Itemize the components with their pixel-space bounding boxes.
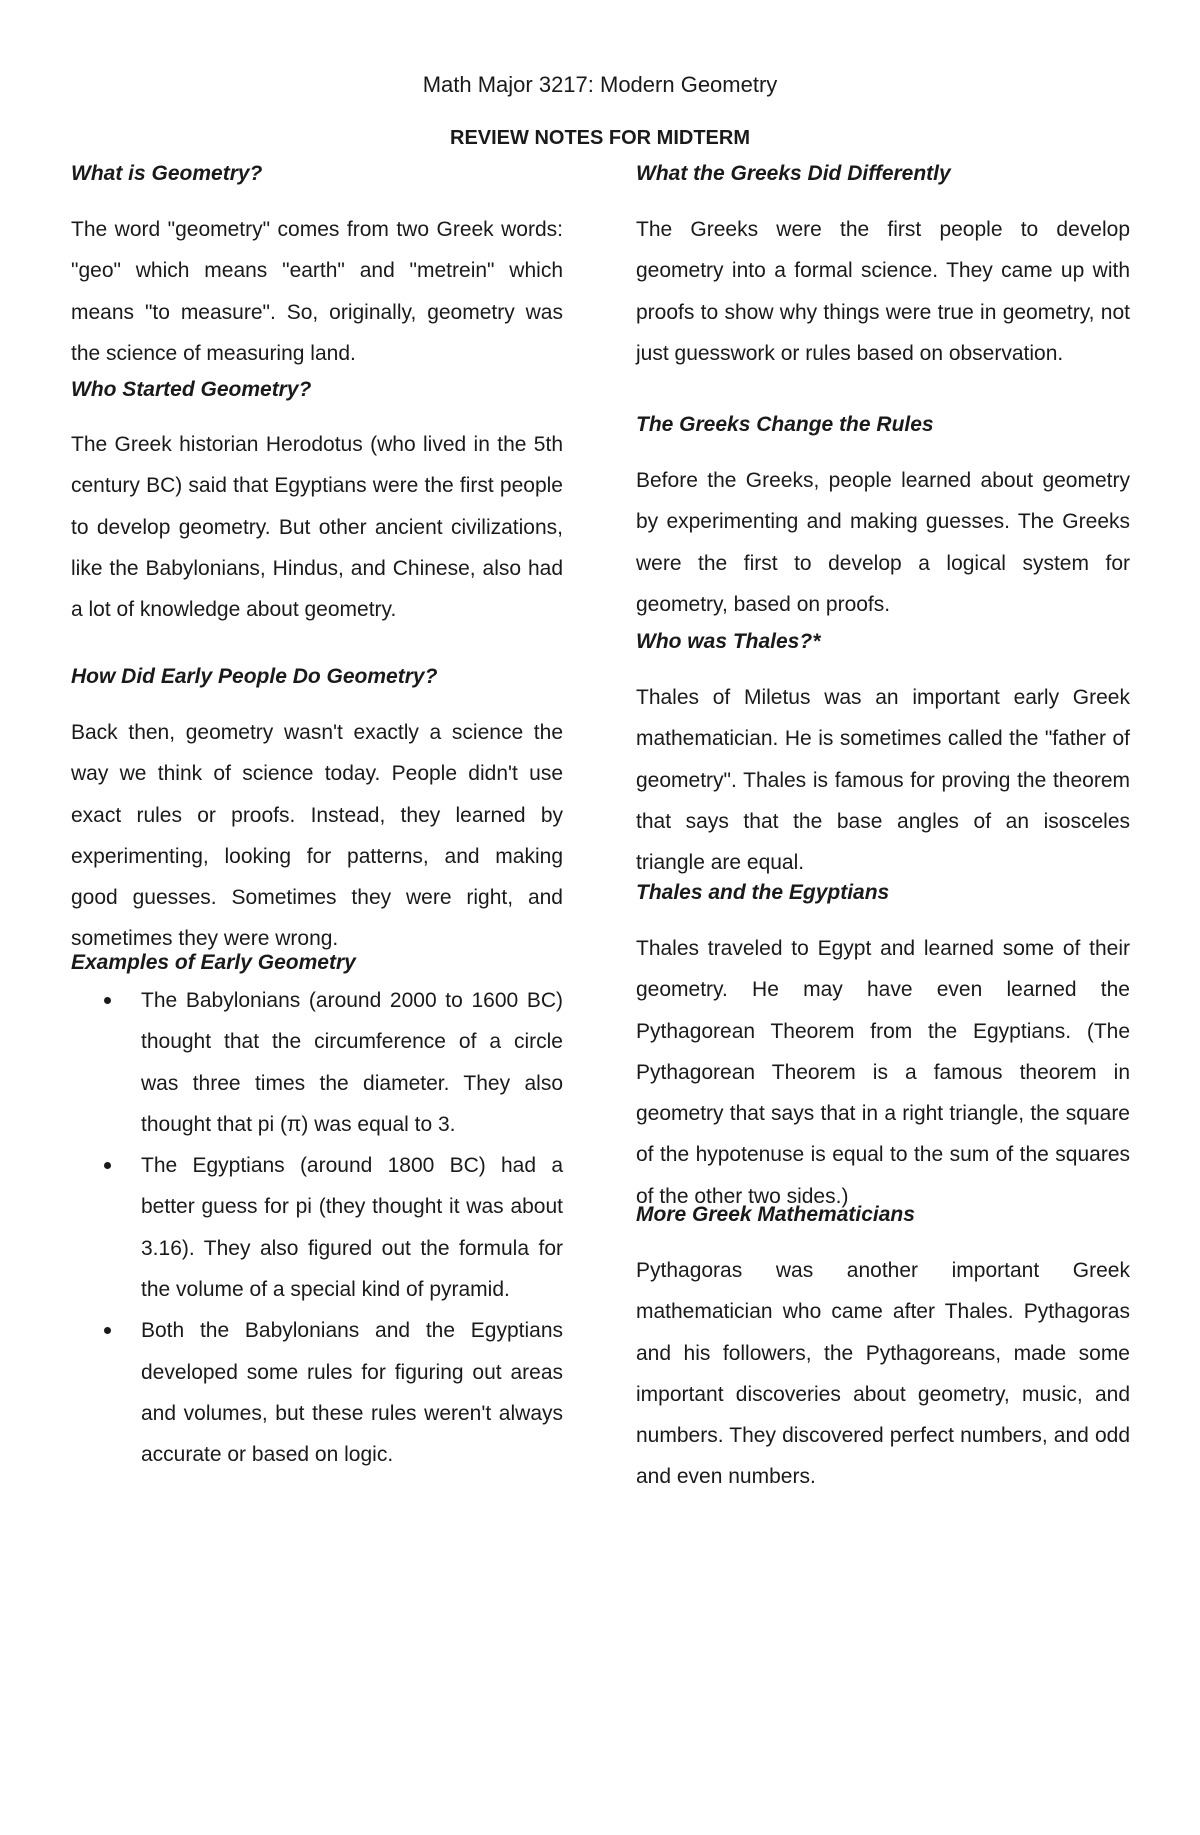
- list-item-text: The Egyptians (around 1800 BC) had a better guess for pi (they thought it was about 3.16). They also figured out the formula for the volume of a special kind of pyramid.: [141, 1154, 563, 1302]
- list-item: [71, 1145, 563, 1310]
- heading-what-is-geometry: What is Geometry?: [71, 162, 263, 185]
- paragraph-thales-egyptians: Thales traveled to Egypt and learned some of their geometry. He may have even learned the Pythagorean Theorem from the Egyptians. (The Pythagorean Theorem is a famous theorem in geometry that says that in a right triangle, the square of the hypotenuse is equal to the sum of the squares of the other two sides.): [636, 937, 1130, 1208]
- paragraph-greeks-change-rules: Before the Greeks, people learned about geometry by experimenting and making guesses. The Greeks were the first to develop a logical system for geometry, based on proofs.: [636, 469, 1130, 616]
- examples-list: [71, 980, 563, 1476]
- bullet-icon: [104, 997, 111, 1004]
- heading-who-was-thales: Who was Thales?*: [636, 630, 821, 653]
- paragraph-greeks-differently: The Greeks were the first people to develop geometry into a formal science. They came up with proofs to show why things were true in geometry, not just guesswork or rules based on observation.: [636, 218, 1130, 365]
- paragraph-who-started-geometry: The Greek historian Herodotus (who lived in the 5th century BC) said that Egyptians were the first people to develop geometry. But other ancient civilizations, like the Babylonians, Hindus, and Chinese, also had a lot of knowledge about geometry.: [71, 433, 563, 622]
- heading-who-started-geometry: Who Started Geometry?: [71, 378, 312, 401]
- heading-greeks-differently: What the Greeks Did Differently: [636, 162, 951, 185]
- bullet-icon: [104, 1162, 111, 1169]
- document-title: Math Major 3217: Modern Geometry: [422, 72, 778, 97]
- list-item: [71, 980, 563, 1145]
- paragraph-more-greek-mathematicians: Pythagoras was another important Greek mathematician who came after Thales. Pythagoras and his followers, the Pythagoreans, made some important discoveries about geometry, music, and numbers. They discovered perfect numbers, and odd and even numbers.: [636, 1259, 1130, 1489]
- heading-thales-egyptians: Thales and the Egyptians: [636, 881, 890, 904]
- paragraph-who-was-thales: Thales of Miletus was an important early Greek mathematician. He is sometimes called the "father of geometry". Thales is famous for proving the theorem that says that the base angles of an isosceles triangle are equal.: [636, 686, 1130, 875]
- heading-examples-early-geometry: Examples of Early Geometry: [71, 951, 356, 974]
- document-subtitle: REVIEW NOTES FOR MIDTERM: [450, 127, 750, 149]
- heading-early-people: How Did Early People Do Geometry?: [71, 665, 438, 688]
- paragraph-early-people: Back then, geometry wasn't exactly a science the way we think of science today. People didn't use exact rules or proofs. Instead, they learned by experimenting, looking for patterns, and making good guesses. Sometimes they were right, and sometimes they were wrong.: [71, 721, 563, 951]
- heading-more-greek-mathematicians: More Greek Mathematicians: [636, 1203, 915, 1226]
- list-item: [71, 1310, 563, 1475]
- list-item-text: The Babylonians (around 2000 to 1600 BC) thought that the circumference of a circle was three times the diameter. They also thought that pi (π) was equal to 3.: [141, 989, 563, 1136]
- paragraph-what-is-geometry: The word "geometry" comes from two Greek words: "geo" which means "earth" and "metrein" which means "to measure". So, originally, geometry was the science of measuring land.: [71, 218, 563, 365]
- heading-greeks-change-rules: The Greeks Change the Rules: [636, 413, 934, 436]
- list-item-text: Both the Babylonians and the Egyptians developed some rules for figuring out areas and volumes, but these rules weren't always accurate or based on logic.: [141, 1319, 563, 1467]
- bullet-icon: [104, 1327, 111, 1334]
